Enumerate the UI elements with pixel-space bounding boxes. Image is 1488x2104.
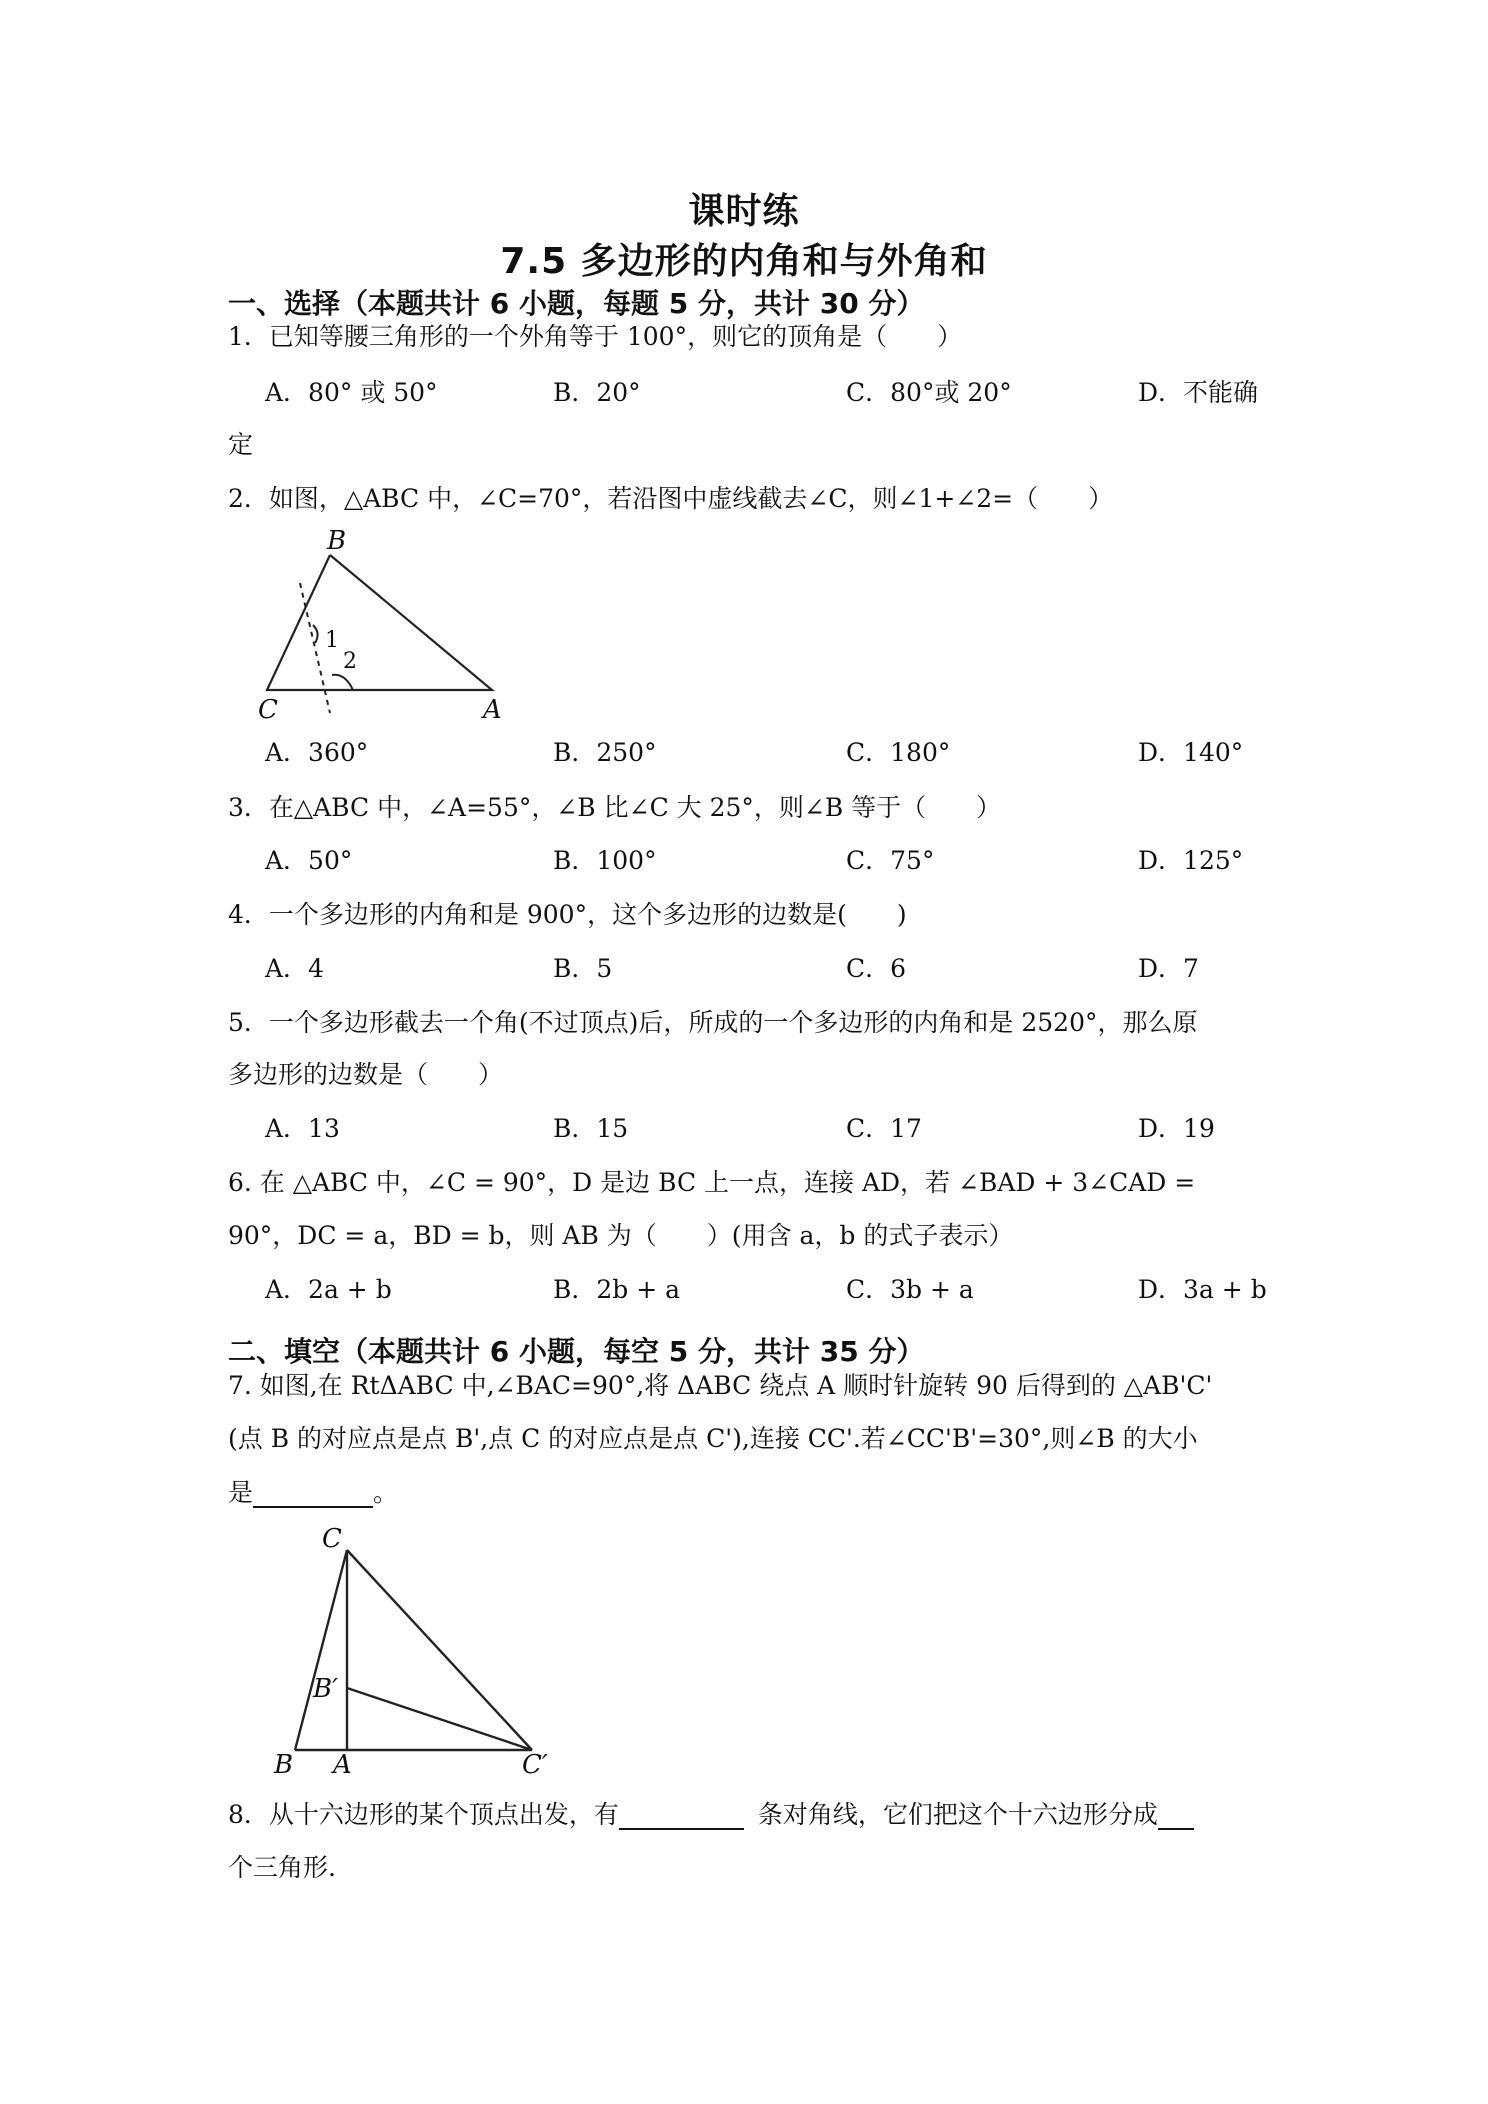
page-title: 课时练 xyxy=(688,191,800,232)
question-7-suffix: 。 xyxy=(373,1478,399,1507)
question-7-text-line-2: (点 B 的对应点是点 B',点 C 的对应点是点 C'),连接 CC'.若∠CC'B'=30°,则∠B 的大小 xyxy=(228,1424,1198,1453)
question-3-text: 3．在△ABC 中，∠A=55°，∠B 比∠C 大 25°，则∠B 等于（ ） xyxy=(228,793,1002,822)
question-5-option-d: D．19 xyxy=(1138,1114,1215,1143)
question-8-text-line-2: 个三角形. xyxy=(228,1853,336,1882)
question-2-triangle-figure xyxy=(255,525,515,725)
angle-1-arc xyxy=(313,625,318,643)
question-2-option-a: A．360° xyxy=(265,738,369,767)
section-choice-heading: 一、选择（本题共计 6 小题，每题 5 分，共计 30 分） xyxy=(228,287,925,320)
vertex-label-b-prime: B′ xyxy=(313,1674,339,1704)
question-1-option-d: D．不能确 xyxy=(1138,378,1259,407)
vertex-label-c-prime: C′ xyxy=(522,1750,548,1775)
segment-bc xyxy=(295,1550,347,1750)
question-5-option-b: B．15 xyxy=(553,1114,629,1143)
question-2-option-b: B．250° xyxy=(553,738,657,767)
question-3-option-a: A．50° xyxy=(265,846,353,875)
vertex-label-c: C xyxy=(322,1525,342,1554)
question-7-answer-blank[interactable] xyxy=(253,1482,373,1508)
question-1-option-c: C．80°或 20° xyxy=(846,378,1012,407)
vertex-label-b: B xyxy=(327,526,347,556)
question-1-option-d-continued: 定 xyxy=(228,430,254,459)
question-6-option-d: D．3a + b xyxy=(1138,1275,1267,1304)
question-4-text: 4．一个多边形的内角和是 900°，这个多边形的边数是( ) xyxy=(228,900,907,929)
question-2-text: 2．如图，△ABC 中，∠C=70°，若沿图中虚线截去∠C，则∠1+∠2=（ ） xyxy=(228,484,1114,513)
question-4-option-a: A．4 xyxy=(265,954,324,983)
question-8-prefix: 8．从十六边形的某个顶点出发，有 xyxy=(228,1800,619,1829)
question-5-option-a: A．13 xyxy=(265,1114,340,1143)
question-7-text-line-3 xyxy=(228,1478,398,1508)
vertex-label-a: A xyxy=(333,1750,352,1775)
question-4-option-b: B．5 xyxy=(553,954,613,983)
question-7-text-line-1: 7. 如图,在 RtΔABC 中,∠BAC=90°,将 ΔABC 绕点 A 顺时针旋转 90 后得到的 △AB'C' xyxy=(228,1371,1213,1400)
question-6-option-c: C．3b + a xyxy=(846,1275,974,1304)
question-6-option-a: A．2a + b xyxy=(265,1275,392,1304)
question-8-triangles-blank[interactable] xyxy=(1158,1804,1194,1830)
vertex-label-c: C xyxy=(258,695,278,725)
question-1-option-a: A．80° 或 50° xyxy=(265,378,438,407)
question-4-option-c: C．6 xyxy=(846,954,907,983)
question-7-prefix: 是 xyxy=(228,1478,254,1507)
question-1-option-b: B．20° xyxy=(553,378,641,407)
vertex-label-b: B xyxy=(274,1750,294,1775)
question-5-text-line-2: 多边形的边数是（ ） xyxy=(228,1060,504,1089)
section-fill-heading: 二、填空（本题共计 6 小题，每空 5 分，共计 35 分） xyxy=(228,1335,925,1368)
question-2-option-d: D．140° xyxy=(1138,738,1244,767)
question-3-option-c: C．75° xyxy=(846,846,935,875)
question-8-text-line-1 xyxy=(228,1800,1194,1830)
question-2-option-c: C．180° xyxy=(846,738,951,767)
angle-2-arc xyxy=(332,675,353,690)
question-1-text: 1．已知等腰三角形的一个外角等于 100°，则它的顶角是（ ） xyxy=(228,322,963,351)
question-4-option-d: D．7 xyxy=(1138,954,1199,983)
question-5-option-c: C．17 xyxy=(846,1114,922,1143)
angle-label-1: 1 xyxy=(325,628,339,653)
question-6-text-line-2: 90°，DC = a，BD = b，则 AB 为（ ）(用含 a，b 的式子表示） xyxy=(228,1221,1014,1250)
question-3-option-b: B．100° xyxy=(553,846,657,875)
page-subtitle: 7.5 多边形的内角和与外角和 xyxy=(500,241,988,282)
question-6-option-b: B．2b + a xyxy=(553,1275,681,1304)
angle-label-2: 2 xyxy=(343,649,357,674)
question-7-rotation-figure xyxy=(260,1525,580,1775)
question-5-text-line-1: 5．一个多边形截去一个角(不过顶点)后，所成的一个多边形的内角和是 2520°，那么原 xyxy=(228,1008,1198,1037)
question-6-text-line-1: 6. 在 △ABC 中，∠C = 90°，D 是边 BC 上一点，连接 AD，若 ∠BAD + 3∠CAD = xyxy=(228,1168,1196,1197)
vertex-label-a: A xyxy=(483,695,502,725)
question-8-diagonals-blank[interactable] xyxy=(619,1804,744,1830)
triangle-abc-outline xyxy=(267,555,492,690)
question-8-middle: 条对角线，它们把这个十六边形分成 xyxy=(757,1800,1158,1829)
question-3-option-d: D．125° xyxy=(1138,846,1244,875)
